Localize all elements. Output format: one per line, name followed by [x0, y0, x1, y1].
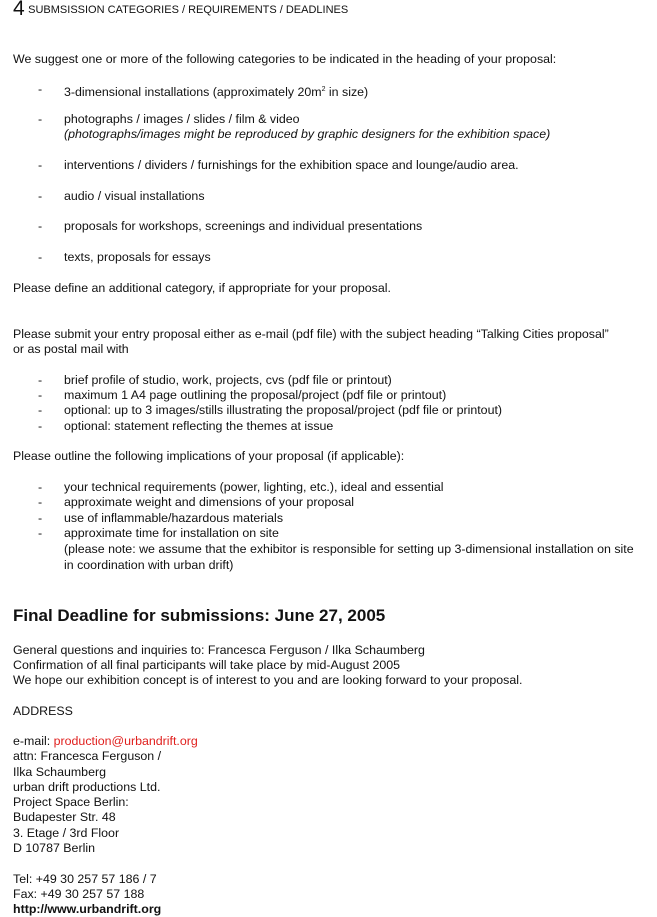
bullet: -: [38, 419, 43, 433]
website-link[interactable]: http://www.urbandrift.org: [13, 902, 162, 916]
outline-item: approximate weight and dimensions of your proposal: [64, 495, 354, 509]
bullet: -: [38, 250, 43, 264]
submit-item: optional: statement reflecting the themes at issue: [64, 419, 334, 433]
bullet: -: [38, 82, 43, 96]
submit-item: optional: up to 3 images/stills illustrating the proposal/project (pdf file or printout): [64, 403, 503, 417]
address-line: Project Space Berlin:: [13, 795, 129, 809]
bullet: -: [38, 403, 43, 417]
bullet: -: [38, 388, 43, 402]
category-item: audio / visual installations: [64, 189, 205, 203]
bullet: -: [38, 526, 43, 540]
bullet: -: [38, 112, 43, 126]
address-line: Ilka Schaumberg: [13, 765, 106, 779]
submit-text: Please submit your entry proposal either as e-mail (pdf file) with the subject heading “Talking Cities proposal”: [13, 327, 609, 341]
closing-text: We hope our exhibition concept is of interest to you and are looking forward to your proposal.: [13, 673, 523, 687]
address-line: Budapester Str. 48: [13, 810, 116, 824]
address-line: urban drift productions Ltd.: [13, 780, 161, 794]
submit-text: or as postal mail with: [13, 342, 129, 356]
outline-text: Please outline the following implications of your proposal (if applicable):: [13, 449, 405, 463]
bullet: -: [38, 219, 43, 233]
closing-text: General questions and inquiries to: Francesca Ferguson / Ilka Schaumberg: [13, 643, 425, 657]
closing-text: Confirmation of all final participants will take place by mid-August 2005: [13, 658, 401, 672]
outline-item: use of inflammable/hazardous materials: [64, 511, 284, 525]
outline-note: in coordination with urban drift): [64, 558, 234, 572]
section-heading: 4 SUBMSISSION CATEGORIES / REQUIREMENTS / DEADLINES: [13, 0, 349, 20]
bullet: -: [38, 511, 43, 525]
category-item: interventions / dividers / furnishings for the exhibition space and lounge/audio area.: [64, 158, 519, 172]
address-line: D 10787 Berlin: [13, 841, 95, 855]
outline-item: approximate time for installation on site: [64, 526, 279, 540]
outline-note: (please note: we assume that the exhibitor is responsible for setting up 3-dimensional installation on site: [64, 542, 634, 556]
bullet: -: [38, 189, 43, 203]
address-heading: ADDRESS: [13, 704, 73, 718]
intro-text: We suggest one or more of the following categories to be indicated in the heading of your proposal:: [13, 52, 557, 66]
category-note: (photographs/images might be reproduced by graphic designers for the exhibition space): [64, 127, 551, 141]
address-line: 3. Etage / 3rd Floor: [13, 826, 120, 840]
category-item: texts, proposals for essays: [64, 250, 211, 264]
address-line: attn: Francesca Ferguson /: [13, 749, 162, 763]
bullet: -: [38, 158, 43, 172]
bullet: -: [38, 373, 43, 387]
outline-item: your technical requirements (power, lighting, etc.), ideal and essential: [64, 480, 444, 494]
email-line: e-mail: production@urbandrift.org: [13, 734, 198, 748]
bullet: -: [38, 480, 43, 494]
category-item: proposals for workshops, screenings and individual presentations: [64, 219, 423, 233]
fax: Fax: +49 30 257 57 188: [13, 887, 145, 901]
category-item: 3-dimensional installations (approximately $20m^2$ in size): [64, 85, 369, 100]
tel: Tel: +49 30 257 57 186 / 7: [13, 872, 157, 886]
submit-item: maximum 1 A4 page outlining the proposal/project (pdf file or printout): [64, 388, 447, 402]
deadline-heading: Final Deadline for submissions: June 27, 2005: [13, 606, 386, 625]
bullet: -: [38, 495, 43, 509]
define-text: Please define an additional category, if appropriate for your proposal.: [13, 281, 391, 295]
category-item: photographs / images / slides / film & video: [64, 112, 300, 126]
submit-item: brief profile of studio, work, projects, cvs (pdf file or printout): [64, 373, 392, 387]
email-link[interactable]: production@urbandrift.org: [53, 734, 198, 748]
